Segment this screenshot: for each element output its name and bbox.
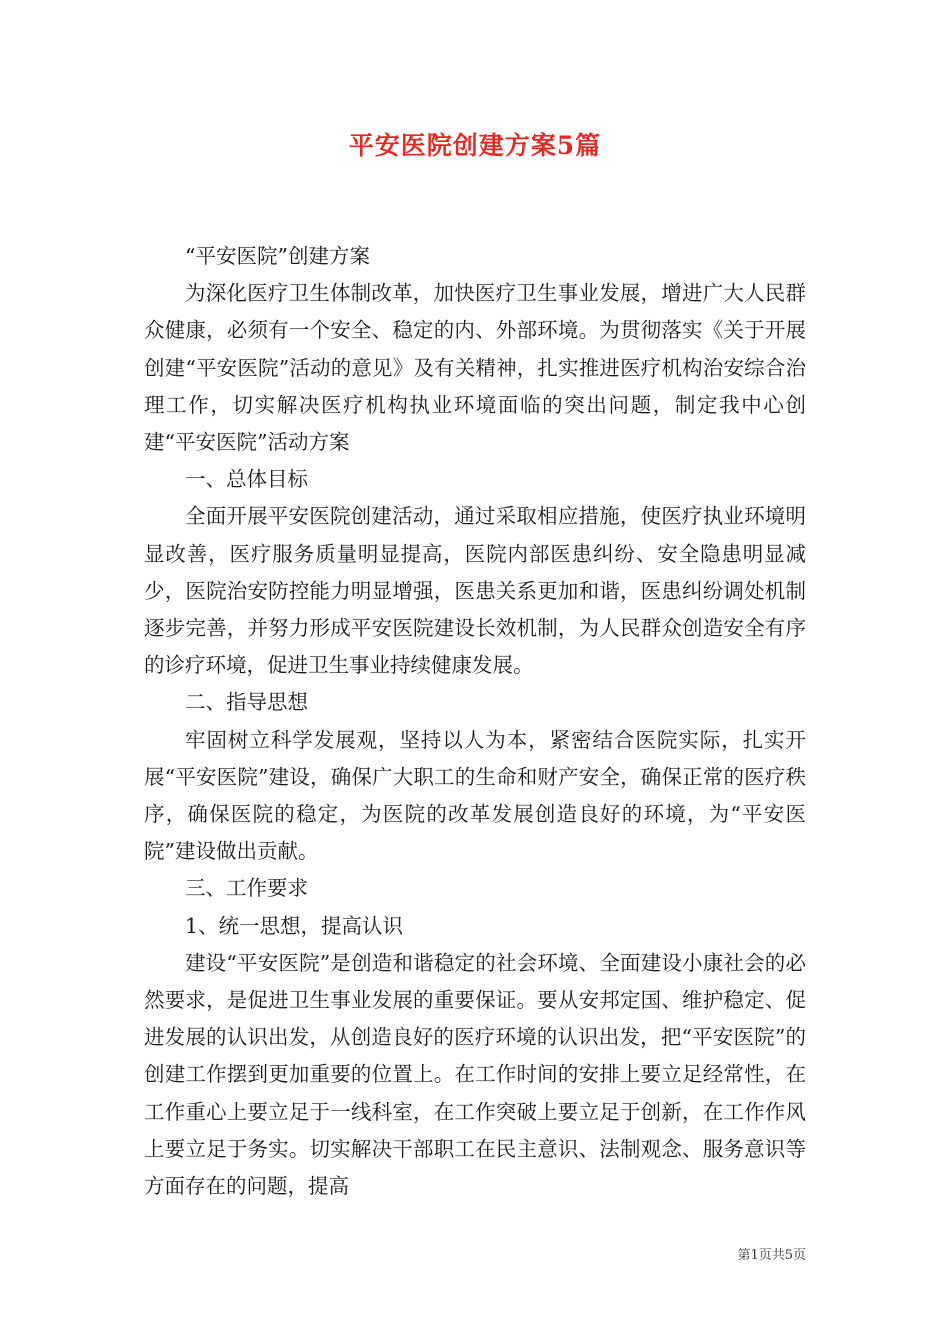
paragraph-goal: 全面开展平安医院创建活动，通过采取相应措施，使医疗执业环境明显改善，医疗服务质量明显提高，医院内部医患纠纷、安全隐患明显减少，医院治安防控能力明显增强，医患关系更加和谐，医患纠纷调处机制逐步完善，并努力形成平安医院建设长效机制，为人民群众创造安全有序的诊疗环境，促进卫生事业持续健康发展。: [144, 504, 806, 678]
document-title: 平安医院创建方案5篇: [348, 131, 602, 160]
paragraph-requirements-1: 建设“平安医院”是创造和谐稳定的社会环境、全面建设小康社会的必然要求，是促进卫生事业发展的重要保证。要从安邦定国、维护稳定、促进发展的认识出发，从创造良好的医疗环境的认识出发，把“平安医院”的创建工作摆到更加重要的位置上。在工作时间的安排上要立足经常性，在工作重心上要立足于一线科室，在工作突破上要立足于创新，在工作作风上要立足于务实。切实解决干部职工在民主意识、法制观念、服务意识等方面存在的问题，提高: [144, 950, 806, 1199]
section-heading-requirements: 三、工作要求: [185, 876, 308, 901]
page-number: 第1页共5页: [737, 1248, 806, 1263]
section-heading-guidance: 二、指导思想: [185, 690, 308, 715]
paragraph-heading: “平安医院”创建方案: [185, 244, 370, 268]
document-body: [144, 238, 806, 1205]
section-heading-goal: 一、总体目标: [185, 467, 308, 492]
paragraph-intro: 为深化医疗卫生体制改革，加快医疗卫生事业发展，增进广大人民群众健康，必须有一个安全、稳定的内、外部环境。为贯彻落实《关于开展创建“平安医院”活动的意见》及有关精神，扎实推进医疗机构治安综合治理工作，切实解决医疗机构执业环境面临的突出问题，制定我中心创建“平安医院”活动方案: [144, 281, 806, 455]
paragraph-guidance: 牢固树立科学发展观，坚持以人为本，紧密结合医院实际，扎实开展“平安医院”建设，确保广大职工的生命和财产安全，确保正常的医疗秩序，确保医院的稳定，为医院的改革发展创造良好的环境，为“平安医院”建设做出贡献。: [144, 727, 806, 864]
subsection-heading-1: 1、统一思想，提高认识: [185, 913, 404, 938]
